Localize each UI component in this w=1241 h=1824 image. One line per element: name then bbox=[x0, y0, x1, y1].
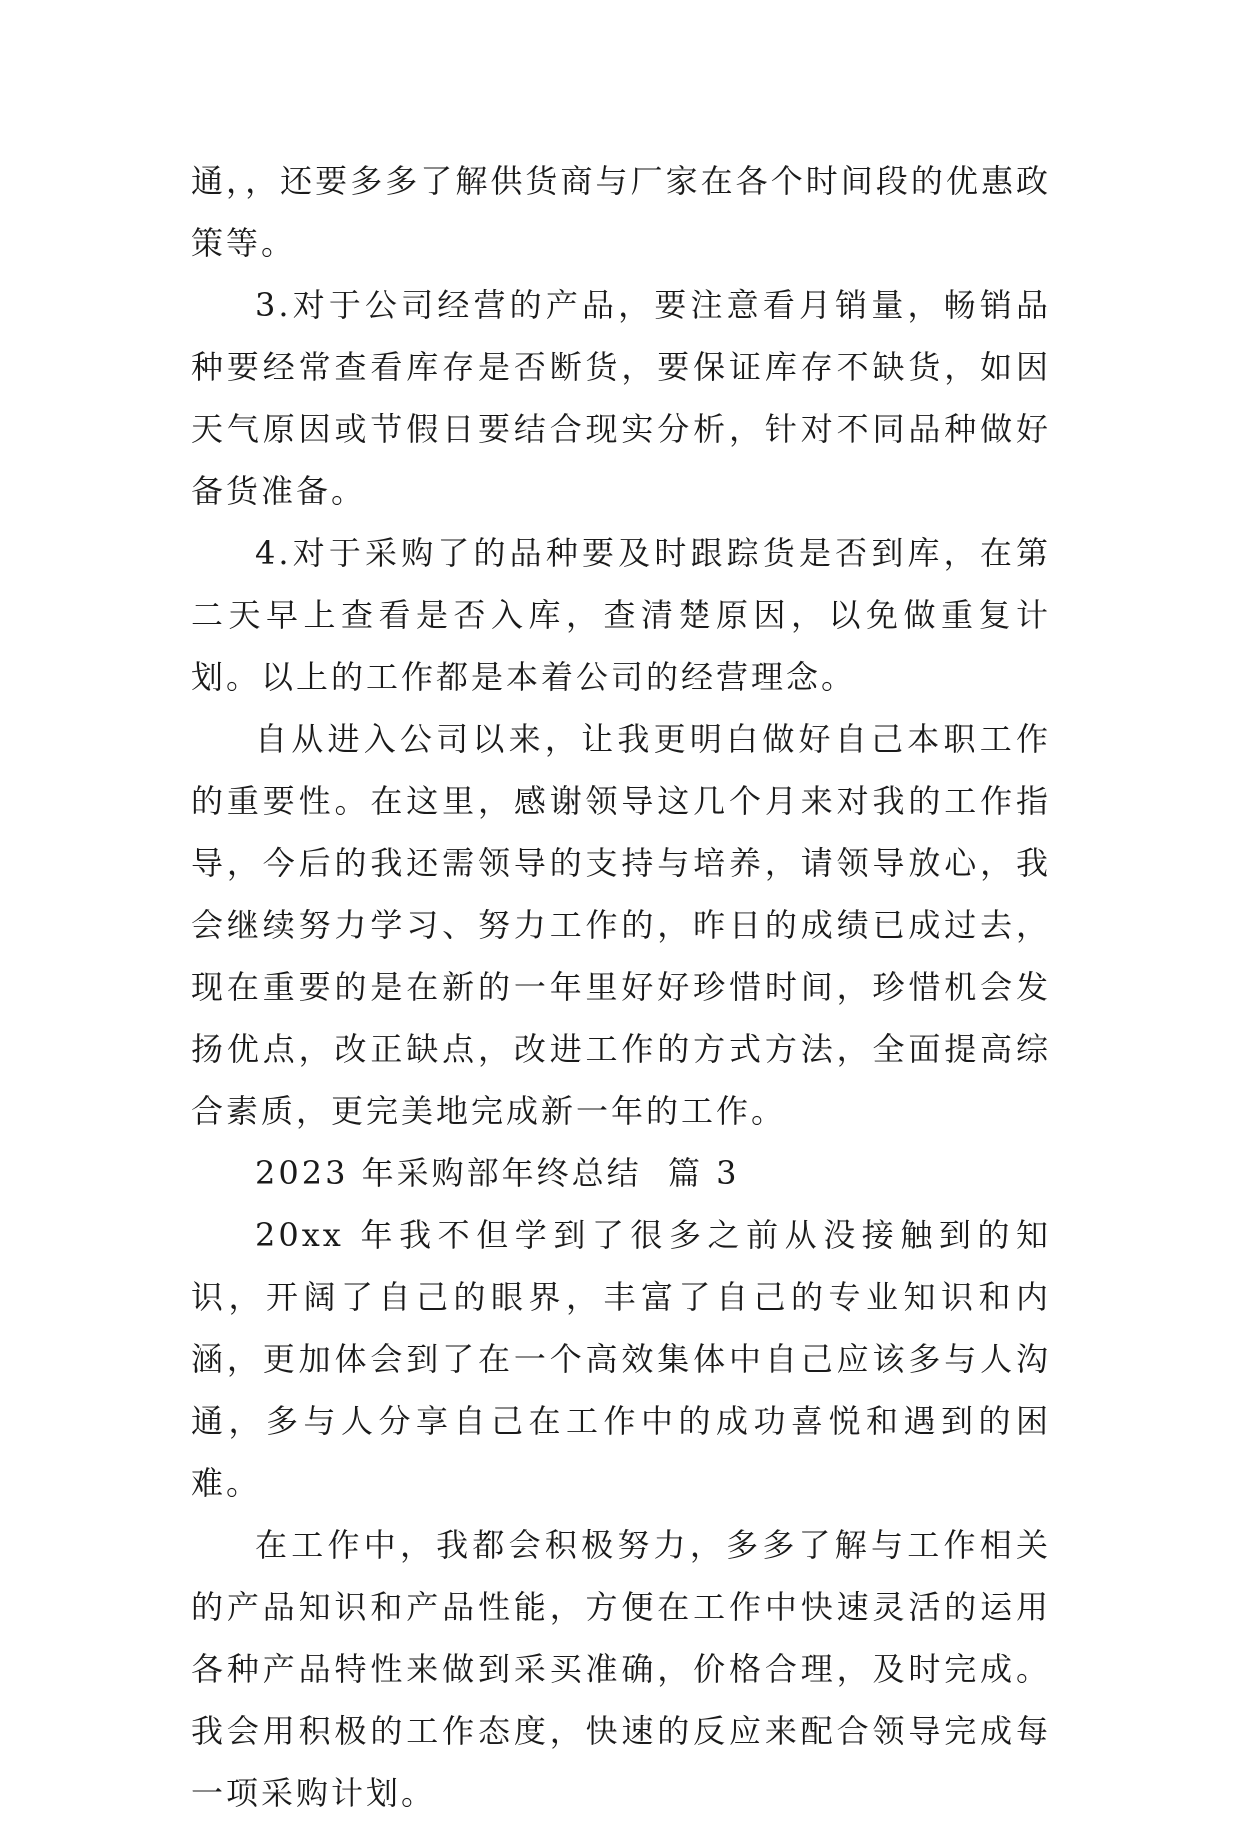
paragraph-item-3: 3.对于公司经营的产品，要注意看月销量，畅销品种要经常查看库存是否断货，要保证库存不缺货，如因天气原因或节假日要结合现实分析，针对不同品种做好备货准备。 bbox=[191, 286, 1051, 510]
paragraph-work-attitude: 在工作中，我都会积极努力，多多了解与工作相关的产品知识和产品性能，方便在工作中快速灵活的运用各种产品特性来做到采买准确，价格合理，及时完成。我会用积极的工作态度，快速的反应来配合领导完成每一项采购计划。 bbox=[191, 1526, 1051, 1812]
paragraph-item-4: 4.对于采购了的品种要及时跟踪货是否到库，在第二天早上查看是否入库，查清楚原因，以免做重复计划。以上的工作都是本着公司的经营理念。 bbox=[191, 534, 1051, 696]
paragraph-closing: 自从进入公司以来，让我更明白做好自己本职工作的重要性。在这里，感谢领导这几个月来对我的工作指导，今后的我还需领导的支持与培养，请领导放心，我会继续努力学习、努力工作的，昨日的成绩已成过去，现在重要的是在新的一年里好好珍惜时间，珍惜机会发扬优点，改正缺点，改进工作的方式方法，全面提高综合素质，更完美地完成新一年的工作。 bbox=[191, 720, 1051, 1130]
document-body bbox=[191, 150, 1051, 1824]
paragraph-continuation: 通，，还要多多了解供货商与厂家在各个时间段的优惠政策等。 bbox=[191, 162, 1051, 262]
paragraph-learning: 20xx 年我不但学到了很多之前从没接触到的知识，开阔了自己的眼界，丰富了自己的专业知识和内涵，更加体会到了在一个高效集体中自己应该多与人沟通，多与人分享自己在工作中的成功喜悦和遇到的困难。 bbox=[191, 1216, 1051, 1502]
section-heading: 2023 年采购部年终总结 篇 3 bbox=[255, 1154, 740, 1192]
